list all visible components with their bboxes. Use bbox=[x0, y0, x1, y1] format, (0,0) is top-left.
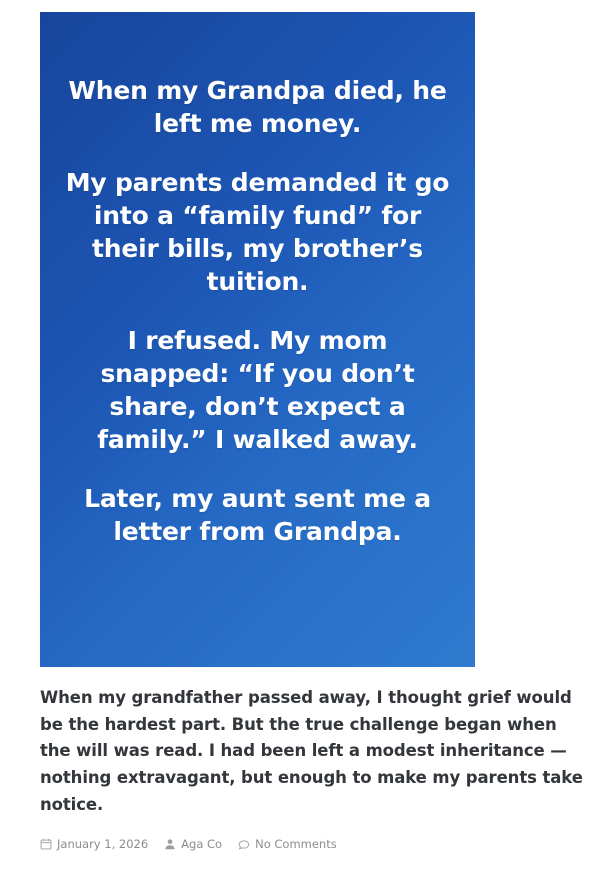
featured-image[interactable] bbox=[40, 12, 475, 667]
featured-paragraph-1: When my Grandpa died, he left me money. bbox=[68, 76, 447, 138]
featured-image-text bbox=[40, 74, 475, 548]
featured-paragraph-2: My parents demanded it go into a “family fund” for their bills, my brother’s tuition. bbox=[65, 168, 450, 296]
article-container bbox=[14, 0, 594, 851]
comment-icon bbox=[238, 838, 250, 850]
meta-author-label[interactable]: Aga Co bbox=[181, 836, 223, 851]
user-icon bbox=[164, 838, 176, 850]
meta-date bbox=[40, 837, 148, 851]
meta-comments bbox=[238, 837, 337, 851]
article-excerpt: When my grandfather passed away, I thought grief would be the hardest part. But the true challenge began when the will was read. I had been left a modest inheritance — nothing extravagant, but enough to make my parents take notice. bbox=[40, 688, 583, 814]
featured-paragraph-3: I refused. My mom snapped: “If you don’t share, don’t expect a family.” I walked away. bbox=[97, 326, 418, 454]
meta-author bbox=[164, 837, 222, 851]
meta-comments-label[interactable]: No Comments bbox=[255, 836, 337, 851]
article-meta bbox=[40, 837, 594, 851]
calendar-icon bbox=[40, 838, 52, 850]
featured-paragraph-4: Later, my aunt sent me a letter from Grandpa. bbox=[84, 484, 431, 546]
page-left-margin bbox=[0, 0, 14, 878]
meta-date-label: January 1, 2026 bbox=[57, 836, 149, 851]
